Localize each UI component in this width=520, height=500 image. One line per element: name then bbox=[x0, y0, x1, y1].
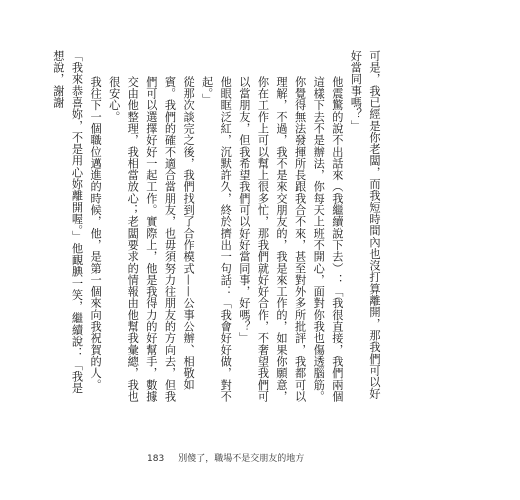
paragraph: 從那次談完之後，我們找到了合作模式——公事公辦、相敬如賓。我們的確不適合當朋友，也毋須努力往朋友的方向去，但我們可以選擇好好一起工作。實際上，他是我得力的好幫手，數據交由他整理，我相當放心；老闆要求的情報由他幫我彙總，我也很安心。 bbox=[107, 75, 196, 402]
paragraph: 可是，我已經是你老闆，而我短時間內也沒打算離開，那我們可以好好當同事嗎？」 bbox=[349, 50, 381, 400]
paragraph: 我往下一個職位邁進的時候，他，是第一個來向我祝賀的人。 bbox=[89, 75, 103, 391]
page-footer bbox=[147, 451, 304, 464]
paragraph: 「我來恭喜妳，不是用心妳離開喔。」他靦腆一笑，繼續說：「我是想說，謝謝 bbox=[51, 50, 84, 394]
running-title: 別傻了，職場不是交朋友的地方 bbox=[178, 454, 305, 464]
paragraph: 他眼眶泛紅，沉默許久，終於擠出一句話：「我會好好做，對不起。」 bbox=[200, 75, 233, 402]
paragraph: 他震驚的說不出話來（我繼續說下去）：「我很直接，我們兩個這樣下去不是辦法，你每天上班不開心，面對你我也傷透腦筋。你覺得無法發揮所長跟我合不來，甚至對外多所批評，我都可以理解，不過，我不是來交朋友的，我是來工作的，如果你願意，你在工作上可以幫上很多忙，那我們就好好合作，不奢望我們可以當朋友，但我希望我們可以好好當同事，好嗎？」 bbox=[237, 75, 344, 402]
body-text bbox=[51, 50, 383, 402]
page-number: 183 bbox=[147, 454, 165, 464]
